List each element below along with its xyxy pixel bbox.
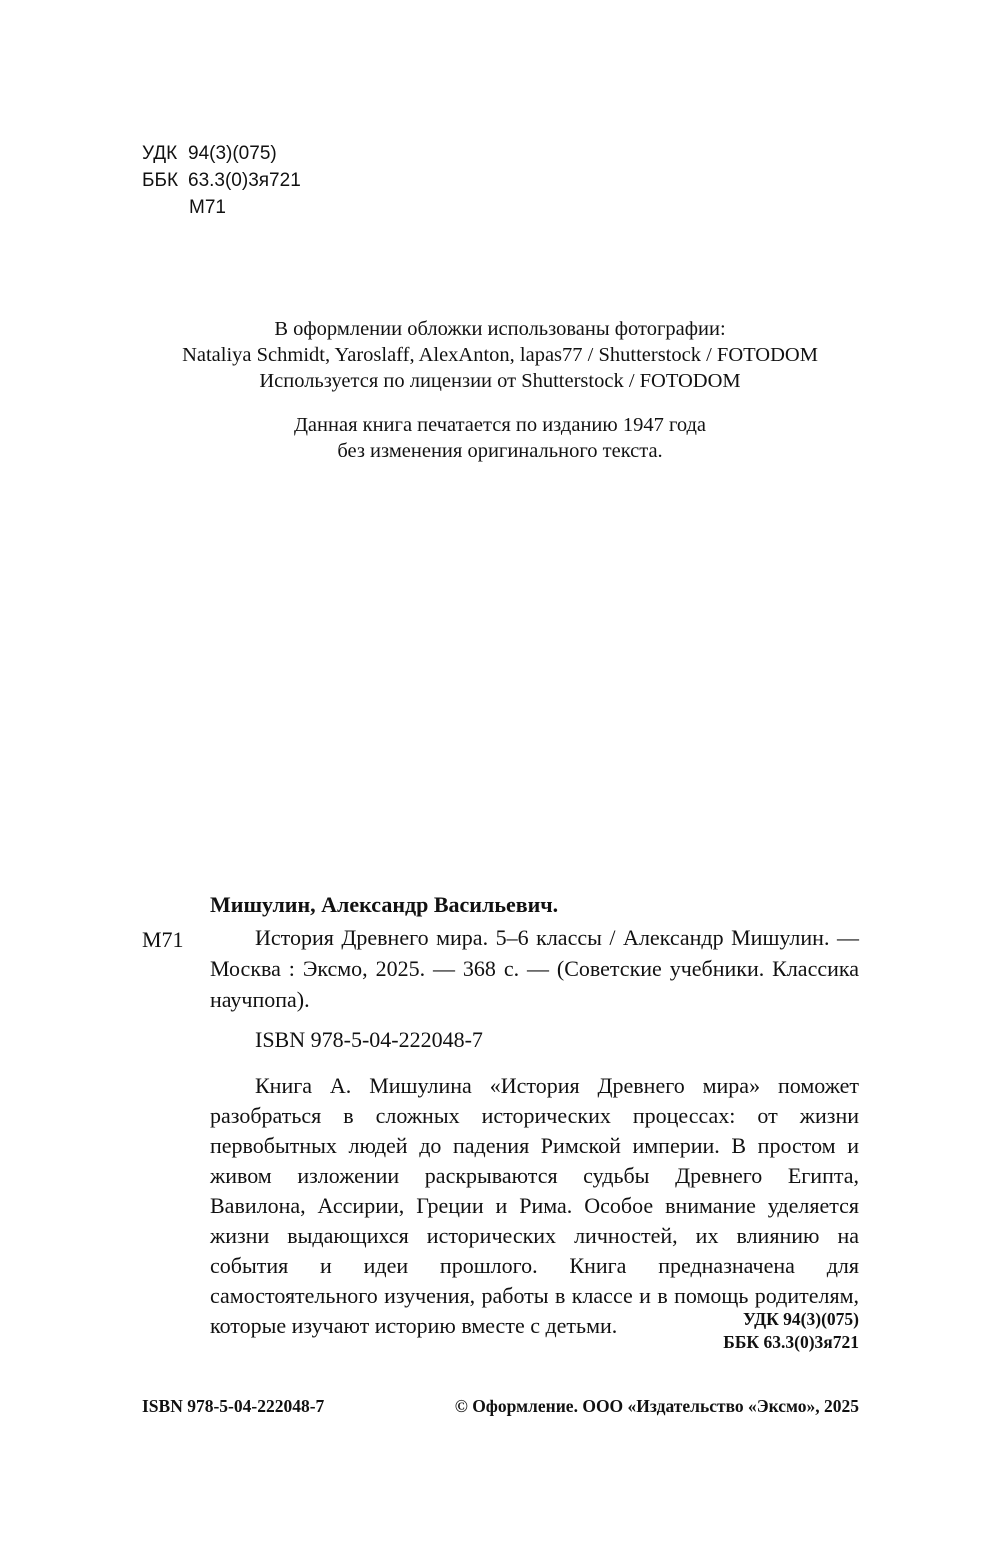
record-author: Мишулин, Александр Васильевич. [210,892,559,917]
index-block [600,1308,859,1354]
bbk-row [142,167,301,194]
cover-credits-line-2: Nataliya Schmidt, Yaroslaff, AlexAnton, lapas77 / Shutterstock / FOTODOM [182,344,818,366]
cover-credits [0,316,1000,394]
bbk-label: ББК [142,170,179,191]
edition-note-line-1: Данная книга печатается по изданию 1947 года [293,414,707,436]
cover-credits-line-3: Используется по лицензии от Shutterstock / FOTODOM [259,370,741,392]
index-udk: УДК 94(3)(075) [743,1309,859,1329]
bibliographic-record [142,888,859,1363]
author-mark: М71 [189,197,226,218]
record-isbn: ISBN 978-5-04-222048-7 [255,1027,483,1052]
udk-row [142,140,301,167]
classification-block [142,140,301,221]
record-entry: История Древнего мира. 5–6 классы / Александр Мишулин. — Москва : Эксмо, 2025. — 368 с. — (Советские учебники. Классика научпопа). [210,925,859,1012]
udk-label: УДК [142,143,178,164]
edition-note [0,412,1000,464]
record-author-mark: М71 [142,927,184,952]
index-bbk: ББК 63.3(0)3я721 [723,1332,859,1352]
record-annotation: Книга А. Мишулина «История Древнего мира» поможет разобраться в сложных исторических процессах: от жизни первобытных людей до падения Римской империи. В простом и живом изложении раскрываются судьбы Древнего Египта, Вавилона, Ассирии, Греции и Рима. Особое внимание уделяется жизни выдающихся исторических личностей, их влиянию на события и идеи прошлого. Книга предназначена для самостоятельного изучения, работы в классе и в помощь родителям, которые изучают историю вместе с детьми. [210,1073,859,1338]
udk-value: 94(3)(075) [188,143,277,164]
footer-copyright: © Оформление. ООО «Издательство «Эксмо», 2025 [454,1396,859,1416]
cover-credits-line-1: В оформлении обложки использованы фотографии: [274,318,726,340]
bbk-value: 63.3(0)3я721 [188,170,301,191]
edition-note-line-2: без изменения оригинального текста. [337,440,663,462]
footer-isbn: ISBN 978-5-04-222048-7 [142,1396,325,1416]
